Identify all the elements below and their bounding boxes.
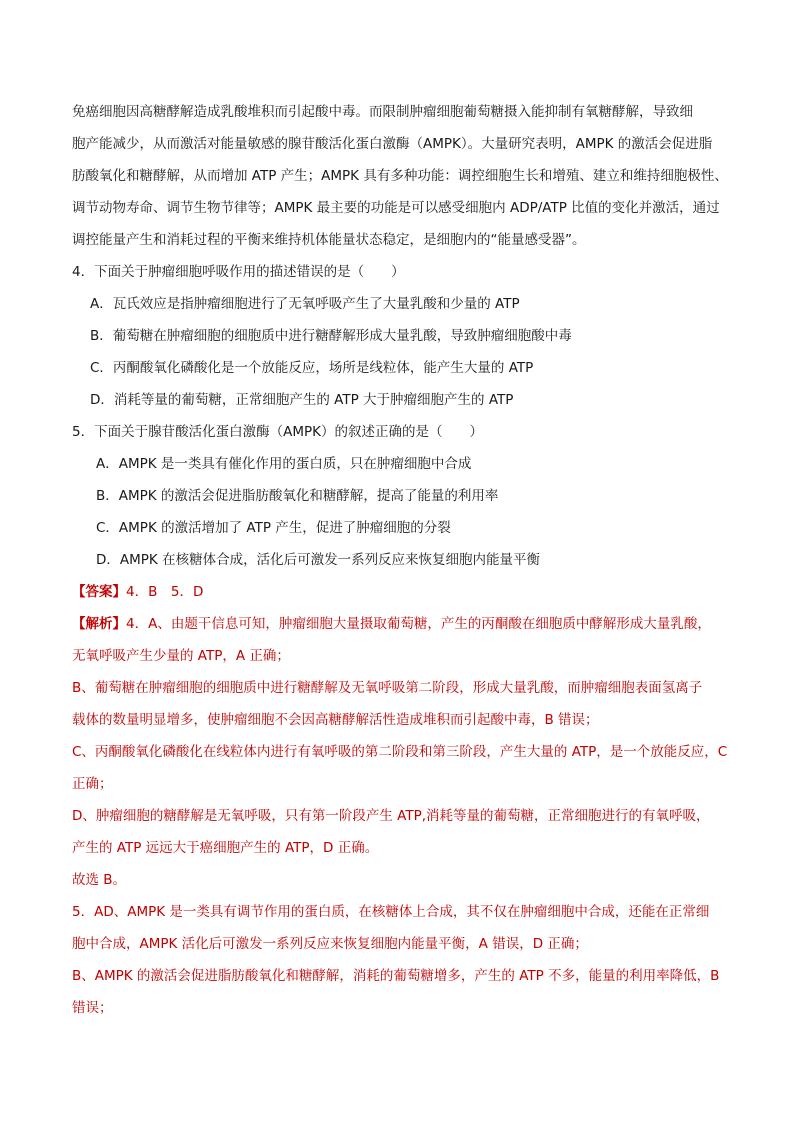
analysis-line: 正确； <box>72 776 113 792</box>
passage-line: 调控能量产生和消耗过程的平衡来维持机体能量状态稳定，是细胞内的“能量感受器”。 <box>72 232 586 248</box>
analysis-first-line <box>72 614 742 634</box>
question-5-option-b: B．AMPK 的激活会促进脂肪酸氧化和糖酵解，提高了能量的利用率 <box>96 488 499 504</box>
question-4-option-b: B．葡萄糖在肿瘤细胞的细胞质中进行糖酵解形成大量乳酸，导致肿瘤细胞酸中毒 <box>90 328 572 344</box>
analysis-line: 产生的 ATP 远远大于癌细胞产生的 ATP，D 正确。 <box>72 840 379 856</box>
passage-line: 调节动物寿命、调节生物节律等；AMPK 最主要的功能是可以感受细胞内 ADP/ATP 比值的变化并激活，通过 <box>72 200 720 216</box>
question-5-option-d: D．AMPK 在核糖体合成，活化后可激发一系列反应来恢复细胞内能量平衡 <box>96 552 541 568</box>
passage-line: 免癌细胞因高糖酵解造成乳酸堆积而引起酸中毒。而限制肿瘤细胞葡萄糖摄入能抑制有氧糖酵解，导致细 <box>72 104 693 120</box>
passage-line: 胞产能减少，从而激活对能量敏感的腺苷酸活化蛋白激酶（AMPK）。大量研究表明，AMPK 的激活会促进脂 <box>72 136 713 152</box>
answer-text: 4．B 5．D <box>126 584 204 600</box>
analysis-line: 载体的数量明显增多，使肿瘤细胞不会因高糖酵解活性造成堆积而引起酸中毒，B 错误； <box>72 712 599 728</box>
question-4-option-c: C．丙酮酸氧化磷酸化是一个放能反应，场所是线粒体，能产生大量的 ATP <box>90 360 534 376</box>
question-4-option-d: D．消耗等量的葡萄糖，正常细胞产生的 ATP 大于肿瘤细胞产生的 ATP <box>90 392 514 408</box>
analysis-text: 4．A、由题干信息可知，肿瘤细胞大量摄取葡萄糖，产生的丙酮酸在细胞质中酵解形成大量乳酸， <box>126 616 711 632</box>
answer-line <box>72 582 742 602</box>
question-5-stem: 5．下面关于腺苷酸活化蛋白激酶（AMPK）的叙述正确的是（ ） <box>72 424 483 440</box>
question-4-stem: 4．下面关于肿瘤细胞呼吸作用的描述错误的是（ ） <box>72 264 405 280</box>
analysis-line: 胞中合成，AMPK 活化后可激发一系列反应来恢复细胞内能量平衡，A 错误，D 正确； <box>72 936 588 952</box>
question-4-option-a: A．瓦氏效应是指肿瘤细胞进行了无氧呼吸产生了大量乳酸和少量的 ATP <box>90 296 520 312</box>
analysis-line: B、葡萄糖在肿瘤细胞的细胞质中进行糖酵解及无氧呼吸第二阶段，形成大量乳酸，而肿瘤细胞表面氢离子 <box>72 680 703 696</box>
passage-line: 肪酸氧化和糖酵解，从而增加 ATP 产生；AMPK 具有多种功能：调控细胞生长和增殖、建立和维持细胞极性、 <box>72 168 728 184</box>
analysis-tag: 【解析】 <box>72 616 126 632</box>
question-5-option-c: C．AMPK 的激活增加了 ATP 产生，促进了肿瘤细胞的分裂 <box>96 520 451 536</box>
analysis-line: 错误； <box>72 1000 113 1016</box>
analysis-line: 故选 B。 <box>72 872 127 888</box>
analysis-line: B、AMPK 的激活会促进脂肪酸氧化和糖酵解，消耗的葡萄糖增多，产生的 ATP 不多，能量的利用率降低，B <box>72 968 720 984</box>
analysis-line: C、丙酮酸氧化磷酸化在线粒体内进行有氧呼吸的第二阶段和第三阶段，产生大量的 ATP，是一个放能反应，C <box>72 744 728 760</box>
answer-tag: 【答案】 <box>72 584 126 600</box>
analysis-line: 5．AD、AMPK 是一类具有调节作用的蛋白质，在核糖体上合成，其不仅在肿瘤细胞中合成，还能在正常细 <box>72 904 710 920</box>
analysis-line: D、肿瘤细胞的糖酵解是无氧呼吸，只有第一阶段产生 ATP,消耗等量的葡萄糖，正常细胞进行的有氧呼吸， <box>72 808 710 824</box>
analysis-line: 无氧呼吸产生少量的 ATP，A 正确； <box>72 648 290 664</box>
question-5-option-a: A．AMPK 是一类具有催化作用的蛋白质，只在肿瘤细胞中合成 <box>96 456 472 472</box>
